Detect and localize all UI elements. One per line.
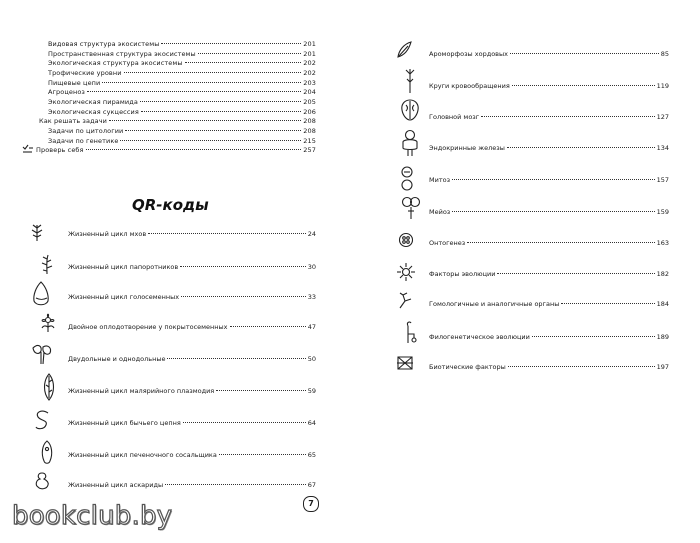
qr-entry-label: Жизненный цикл печеночного сосальщика [68,451,217,459]
qr-entry-label: Жизненный цикл мхов [68,230,147,238]
toc-entry-page: 215 [303,137,316,145]
toc-entry-page: 203 [303,79,316,87]
qr-entry[interactable] [68,263,316,271]
qr-entry-page: 157 [656,176,669,184]
evolution-factors-icon [396,262,416,282]
qr-entry-label: Онтогенез [429,239,466,247]
checklist-icon [22,144,34,154]
qr-entry-page: 127 [656,113,669,121]
qr-entry[interactable] [68,419,316,427]
endocrine-icon [400,129,420,157]
qr-entry-page: 67 [307,481,316,489]
qr-entry-page: 24 [307,230,316,238]
qr-entry-page: 184 [656,300,669,308]
toc-entry-label: Видовая структура экосистемы [48,40,160,48]
chordate-icon [395,40,413,60]
qr-entry[interactable] [429,208,669,216]
qr-entry-label: Жизненный цикл малярийного плазмодия [68,387,215,395]
qr-entry-label: Двудольные и однодольные [68,355,166,363]
toc-entry-page: 202 [303,59,316,67]
mitosis-icon [400,166,414,192]
toc-entry[interactable] [48,108,316,116]
toc-entry-label: Задачи по цитологии [48,127,124,135]
qr-entry[interactable] [429,239,669,247]
qr-entry-page: 85 [660,50,669,58]
toc-entry-label: Экологическая структура экосистемы [48,59,183,67]
qr-entry-page: 159 [656,208,669,216]
fluke-icon [40,440,54,466]
fern-icon [40,253,54,275]
toc-entry[interactable] [48,98,316,106]
qr-entry-label: Жизненный цикл голосеменных [68,293,180,301]
qr-entry-label: Мейоз [429,208,451,216]
qr-entry-label: Биотические факторы [429,363,506,371]
qr-entry-page: 64 [307,419,316,427]
qr-entry[interactable] [429,363,669,371]
toc-entry-label: Пространственная структура экосистемы [48,50,196,58]
toc-entry[interactable] [48,137,316,145]
toc-entry[interactable] [48,40,316,48]
toc-entry-label: Задачи по генетике [48,137,119,145]
qr-entry-page: 50 [307,355,316,363]
ascaris-icon [32,471,52,491]
toc-entry[interactable] [48,88,316,96]
watermark: bookclub.by [12,501,173,531]
toc-entry-page: 202 [303,69,316,77]
moss-icon [30,222,44,242]
toc-entry-page: 257 [303,146,316,154]
qr-entry-label: Ароморфозы хордовых [429,50,508,58]
qr-entry[interactable] [68,387,316,395]
qr-entry[interactable] [429,300,669,308]
page-number: 7 [303,496,319,512]
cone-icon [32,281,50,307]
qr-entry[interactable] [429,113,669,121]
phylogeny-icon [403,320,419,344]
qr-entry[interactable] [429,144,669,152]
toc-entry-label: Агроценоз [48,88,85,96]
qr-entry[interactable] [68,481,316,489]
toc-entry[interactable] [36,146,316,154]
circulation-icon [405,68,415,94]
toc-entry-page: 201 [303,50,316,58]
qr-entry-label: Жизненный цикл бычьего цепня [68,419,181,427]
qr-entry-page: 182 [656,270,669,278]
flower-icon [38,313,58,333]
qr-entry[interactable] [429,176,669,184]
qr-entry-page: 59 [307,387,316,395]
qr-entry[interactable] [429,82,669,90]
toc-entry-label: Как решать задачи [39,117,108,125]
ontogenesis-icon [398,232,414,248]
qr-entry[interactable] [68,293,316,301]
qr-section-title: QR-коды [132,196,209,214]
right-page [350,0,700,543]
qr-entry-page: 30 [307,263,316,271]
toc-entry-page: 201 [303,40,316,48]
homologous-organs-icon [397,291,415,311]
plasmodium-icon [42,373,56,401]
toc-entry-page: 208 [303,117,316,125]
toc-entry-label: Экологическая пирамида [48,98,138,106]
qr-entry-page: 47 [307,323,316,331]
toc-entry-label: Проверь себя [36,146,84,154]
qr-entry[interactable] [429,333,669,341]
toc-entry[interactable] [39,117,316,125]
qr-entry-page: 119 [656,82,669,90]
qr-entry-label: Головной мозг [429,113,480,121]
qr-entry-page: 197 [656,363,669,371]
qr-entry[interactable] [68,323,316,331]
toc-entry-label: Трофические уровни [48,69,122,77]
qr-entry[interactable] [68,355,316,363]
toc-entry[interactable] [48,50,316,58]
leaves-icon [30,343,54,365]
meiosis-icon [401,196,421,220]
qr-entry[interactable] [429,50,669,58]
brain-icon [400,99,420,121]
toc-entry-label: Экологическая сукцессия [48,108,139,116]
qr-entry[interactable] [429,270,669,278]
toc-entry-page: 205 [303,98,316,106]
qr-entry[interactable] [68,230,316,238]
toc-entry[interactable] [48,59,316,67]
toc-entry[interactable] [48,127,316,135]
biotic-factors-icon [396,355,414,371]
toc-entry-page: 204 [303,88,316,96]
qr-entry-label: Филогенетическое эволюции [429,333,530,341]
qr-entry-label: Гомологичные и аналогичные органы [429,300,560,308]
toc-entry-page: 208 [303,127,316,135]
tapeworm-icon [34,410,50,432]
qr-entry-page: 189 [656,333,669,341]
qr-entry[interactable] [68,451,316,459]
toc-entry[interactable] [48,79,316,87]
qr-entry-label: Жизненный цикл аскариды [68,481,164,489]
qr-entry-page: 134 [656,144,669,152]
qr-entry-page: 33 [307,293,316,301]
qr-entry-label: Жизненный цикл папоротников [68,263,179,271]
toc-entry[interactable] [48,69,316,77]
qr-entry-page: 163 [656,239,669,247]
qr-entry-label: Эндокринные железы [429,144,505,152]
qr-entry-label: Круги кровообращения [429,82,510,90]
qr-entry-label: Факторы эволюции [429,270,496,278]
qr-entry-label: Митоз [429,176,451,184]
toc-entry-page: 206 [303,108,316,116]
toc-entry-label: Пищевые цепи [48,79,101,87]
qr-entry-page: 65 [307,451,316,459]
qr-entry-label: Двойное оплодотворение у покрытосеменных [68,323,228,331]
